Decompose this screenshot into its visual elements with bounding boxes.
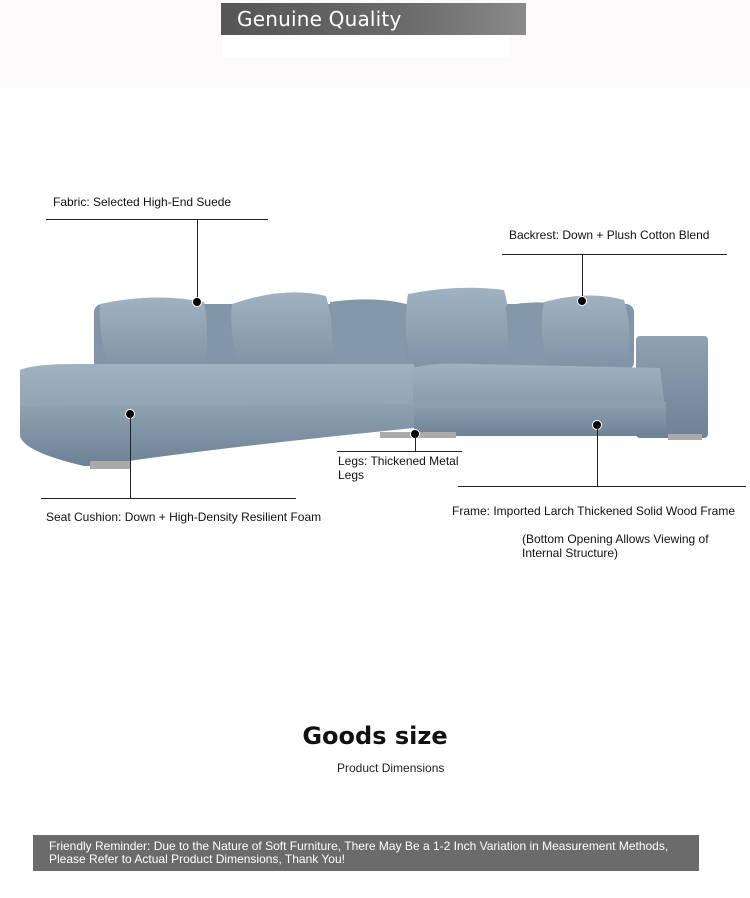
right-base (414, 402, 666, 436)
metal-leg-3 (668, 434, 702, 440)
back-cushion-1 (100, 297, 207, 371)
sofa-illustration (14, 276, 714, 476)
seat-leader-v (130, 415, 131, 498)
back-cushion-2 (231, 292, 336, 369)
title-underlay (223, 35, 509, 57)
goods-size-heading (0, 722, 750, 750)
fabric-label: Fabric: Selected High-End Suede (53, 195, 232, 209)
title-banner (221, 3, 526, 35)
back-cushion-3 (330, 299, 406, 366)
legs-leader-h (337, 451, 462, 452)
legs-label: Legs: Thickened Metal Legs (338, 454, 459, 482)
product-dimensions-label: Product Dimensions (337, 761, 445, 775)
metal-leg-1 (90, 461, 130, 469)
fabric-marker (192, 297, 202, 307)
seat-leader-h (41, 498, 296, 499)
fabric-leader-h (46, 219, 268, 220)
backrest-label: Backrest: Down + Plush Cotton Blend (509, 228, 710, 242)
frame-note: (Bottom Opening Allows Viewing of Internal Structure) (522, 532, 709, 560)
back-cushion-6 (542, 295, 630, 369)
frame-leader-h (458, 486, 746, 487)
back-cushion-4 (406, 288, 511, 369)
frame-label: Frame: Imported Larch Thickened Solid Wood Frame (452, 504, 736, 518)
legs-leader-v (415, 435, 416, 451)
backrest-leader-v (582, 254, 583, 302)
seat-label: Seat Cushion: Down + High-Density Resilient Foam (46, 510, 322, 524)
backrest-marker (577, 296, 587, 306)
goods-size-title: Goods size (302, 722, 448, 750)
backrest-leader-h (502, 254, 727, 255)
frame-leader-v (597, 426, 598, 486)
page-title: Genuine Quality (237, 7, 402, 31)
reminder-text: Friendly Reminder: Due to the Nature of Soft Furniture, There May Be a 1-2 Inch Variation in Measurement Methods, Please Refer to Actual Product Dimensions, Thank You! (49, 839, 669, 866)
fabric-leader-v (197, 219, 198, 301)
reminder-banner (33, 835, 699, 871)
